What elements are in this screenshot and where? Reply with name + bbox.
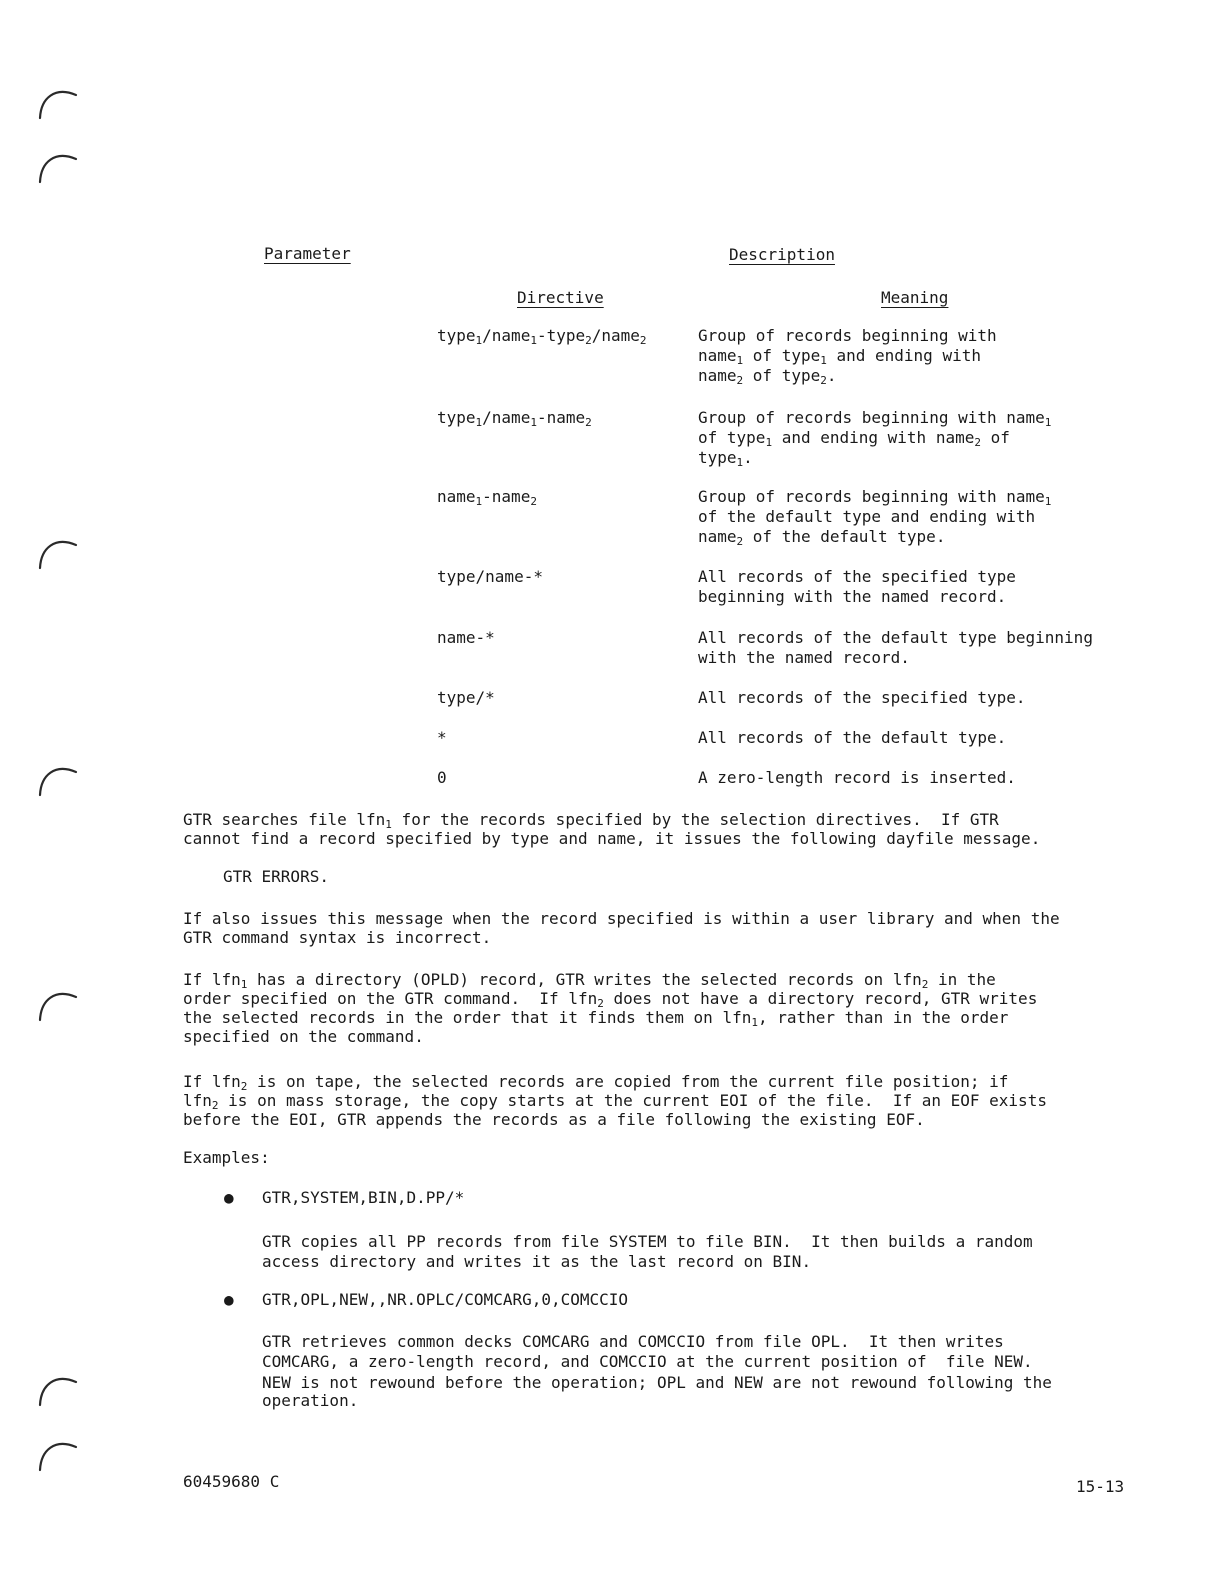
meaning-line: name$_1$ of type$_1$ and ending with [698,346,981,367]
meaning-line: All records of the specified type [698,567,1016,586]
bullet-icon: ● [224,1188,234,1207]
parameter-heading: Parameter [264,244,351,263]
binder-mark [40,994,76,1020]
directive-cell: * [437,728,447,747]
meaning-line: of type$_1$ and ending with name$_2$ of [698,428,1010,449]
meaning-line: with the named record. [698,648,910,667]
paragraph-line: GTR command syntax is incorrect. [183,928,492,947]
paragraph-directory [183,970,1143,1046]
directive-cell: type$_1$/name$_1$-name$_2$ [437,408,592,429]
meaning-line: All records of the default type beginning [698,628,1093,647]
directive-cell: type$_1$/name$_1$-type$_2$/name$_2$ [437,326,647,347]
directive-cell: type/name-* [437,567,543,586]
examples-label: Examples: [183,1148,270,1167]
paragraph-line: GTR searches file lfn$_1$ for the records specified by the selection directives. If GTR [183,810,999,831]
description-heading: Description [729,245,835,264]
paragraph-line: the selected records in the order that it finds them on lfn$_1$, rather than in the order [183,1008,1009,1029]
paragraph-search [183,810,1143,848]
meaning-line: type$_1$. [698,448,753,469]
paragraph-message-note [183,909,1143,947]
meaning-line: name$_2$ of type$_2$. [698,366,837,387]
paragraph-line: If also issues this message when the record specified is within a user library and when the [183,909,1060,928]
binder-mark [40,542,76,568]
binder-mark [40,92,76,118]
meaning-line: beginning with the named record. [698,587,1007,606]
paragraph-line: cannot find a record specified by type and name, it issues the following dayfile message. [183,829,1041,848]
example-description-line: NEW is not rewound before the operation; OPL and NEW are not rewound following the [262,1373,1052,1392]
directive-cell: name$_1$-name$_2$ [437,487,537,508]
meaning-heading: Meaning [881,288,949,307]
example-description-line: GTR retrieves common decks COMCARG and COMCCIO from file OPL. It then writes [262,1332,1004,1351]
page-number: 15-13 [1076,1477,1125,1496]
directive-cell: type/* [437,688,495,707]
example-description-line: COMCARG, a zero-length record, and COMCCIO at the current position of file NEW. [262,1352,1033,1371]
paragraph-line: before the EOI, GTR appends the records as a file following the existing EOF. [183,1110,925,1129]
meaning-line: A zero-length record is inserted. [698,768,1016,787]
example-description-line: GTR copies all PP records from file SYSTEM to file BIN. It then builds a random [262,1232,1033,1251]
binder-mark [40,1379,76,1405]
paragraph-line: order specified on the GTR command. If lfn$_2$ does not have a directory record, GTR writes [183,989,1038,1010]
paragraph-line: lfn$_2$ is on mass storage, the copy starts at the current EOI of the file. If an EOF exists [183,1091,1047,1112]
meaning-line: Group of records beginning with name$_1$ [698,487,1052,508]
binder-marks [0,0,90,1584]
dayfile-message: GTR ERRORS. [223,867,329,886]
binder-mark [40,1444,76,1470]
directive-cell: 0 [437,768,447,787]
bullet-icon: ● [224,1290,234,1309]
document-number: 60459680 C [183,1472,280,1491]
meaning-line: Group of records beginning with name$_1$ [698,408,1052,429]
directive-heading: Directive [517,288,604,307]
example-description-line: access directory and writes it as the last record on BIN. [262,1252,812,1271]
paragraph-line: If lfn$_1$ has a directory (OPLD) record, GTR writes the selected records on lfn$_2$ in the [183,970,996,991]
meaning-line: name$_2$ of the default type. [698,527,946,548]
paragraph-line: If lfn$_2$ is on tape, the selected records are copied from the current file position; if [183,1072,1009,1093]
directive-cell: name-* [437,628,495,647]
paragraph-line: specified on the command. [183,1027,424,1046]
example-description-line: operation. [262,1391,359,1410]
paragraph-tape [183,1072,1143,1129]
example-command: GTR,OPL,NEW,,NR.OPLC/COMCARG,0,COMCCIO [262,1290,629,1309]
meaning-line: All records of the specified type. [698,688,1026,707]
meaning-line: Group of records beginning with [698,326,997,345]
binder-mark [40,156,76,182]
example-command: GTR,SYSTEM,BIN,D.PP/* [262,1188,465,1207]
binder-mark [40,769,76,795]
meaning-line: All records of the default type. [698,728,1007,747]
meaning-line: of the default type and ending with [698,507,1036,526]
